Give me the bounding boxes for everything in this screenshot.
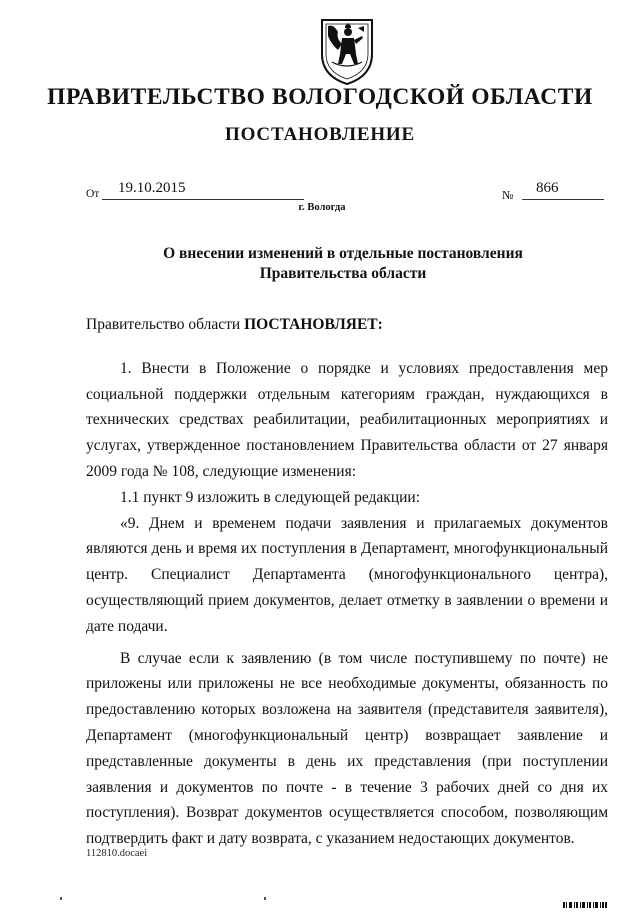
intro-paragraph bbox=[86, 312, 608, 338]
coat-of-arms-icon bbox=[318, 14, 376, 86]
scan-mark bbox=[264, 897, 266, 900]
city-label: г. Вологда bbox=[298, 202, 346, 213]
date-label: От bbox=[86, 188, 100, 200]
intro-text: Правительство области bbox=[86, 316, 245, 333]
document-number: 866 bbox=[522, 180, 604, 200]
body-paragraph: 1. Внести в Положение о порядке и условиях предоставления мер социальной поддержки отдельным категориям граждан, нуждающихся в технических средствах реабилитации, реабилитационных мероприятиях и услугах, утвержденное постановлением Правительства области от 27 января 2009 года № 108, следующие изменения: bbox=[86, 359, 608, 480]
barcode bbox=[563, 895, 607, 901]
organization-title: ПРАВИТЕЛЬСТВО ВОЛОГОДСКОЙ ОБЛАСТИ bbox=[47, 84, 593, 110]
subject-line: О внесении изменений в отдельные постановления bbox=[163, 245, 523, 262]
document-date: 19.10.2015 bbox=[102, 180, 304, 200]
intro-decree-word: ПОСТАНОВЛЯЕТ: bbox=[244, 316, 383, 333]
subject-line: Правительства области bbox=[259, 265, 427, 282]
body-paragraph: В случае если к заявлению (в том числе поступившему по почте) не приложены или приложены не все необходимые документы, обязанность по предоставлению которых возложена на заявителя (представителя заявителя), Департамент (многофункциональный центр) возвращает заявление и представленные документы в день их представления (при поступлении заявления и документов по почте - в течение 3 рабочих дней со дня их поступления). Возврат документов осуществляется способом, позволяющим подтвердить факт и дату возврата, с указанием недостающих документов. bbox=[86, 649, 608, 848]
file-reference: 112810.docaei bbox=[86, 848, 148, 859]
body-paragraph: 1.1 пункт 9 изложить в следующей редакции: bbox=[120, 488, 421, 506]
number-label: № bbox=[502, 188, 514, 202]
body-paragraph: «9. Днем и временем подачи заявления и прилагаемых документов являются день и время их поступления в Департамент, многофункциональный центр. Специалист Департамента (многофункционального центра), осуществляющий прием документов, делает отметку в заявлении о времени и дате подачи. bbox=[86, 514, 608, 635]
scan-mark bbox=[60, 897, 62, 900]
document-body bbox=[86, 312, 608, 852]
document-type: ПОСТАНОВЛЕНИЕ bbox=[225, 124, 415, 145]
document-subject bbox=[0, 244, 640, 284]
